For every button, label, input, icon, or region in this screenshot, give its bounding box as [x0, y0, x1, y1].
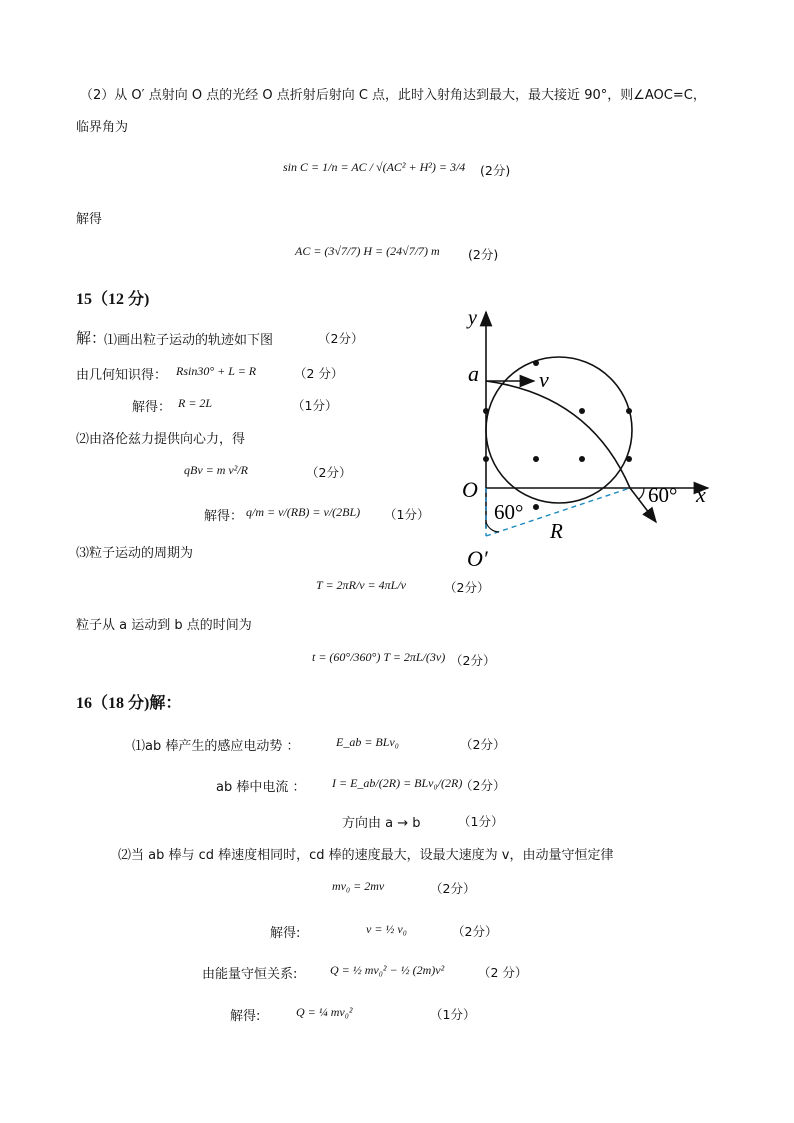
- q16-momentum-score: （2分）: [430, 881, 476, 896]
- q15-solveqm-label: 解得：: [204, 509, 244, 524]
- part2-intro-line2: 临界角为: [76, 120, 129, 135]
- q16-current-eq: I = E_ab/(2R) = BLv₀/(2R): [332, 776, 463, 790]
- q15-answer-label: 解：: [76, 329, 107, 347]
- q16-current-label: ab 棒中电流 ：: [216, 780, 306, 795]
- q15-geometry-label: 由几何知识得：: [76, 368, 168, 383]
- q15-step3: ⑶粒子运动的周期为: [76, 546, 194, 561]
- trajectory-arc: [486, 381, 630, 488]
- q16-solve-v-score: （2分）: [452, 924, 498, 939]
- q15-solveR-score: （1分）: [292, 398, 338, 413]
- q15-step1: ⑴画出粒子运动的轨迹如下图: [104, 333, 274, 348]
- q15-solveR-label: 解得：: [132, 400, 172, 415]
- q16-direction-score: （1分）: [458, 814, 504, 829]
- solve-label: 解得: [76, 212, 103, 227]
- label-O: O: [462, 477, 478, 502]
- q16-solve-Q-eq: Q = ¼ mv₀²: [296, 1005, 353, 1019]
- label-a: a: [468, 361, 479, 386]
- eq-AC-score: (2分): [468, 247, 499, 262]
- q16-energy-score: （2 分）: [478, 965, 528, 980]
- q15-time-intro: 粒子从 a 运动到 b 点的时间为: [76, 618, 252, 633]
- q16-part2: ⑵当 ab 棒与 cd 棒速度相同时，cd 棒的速度最大，设最大速度为 v，由动量守恒定律: [118, 848, 614, 863]
- q16-solve-Q-score: （1分）: [430, 1007, 476, 1022]
- angle-arc-exit: [639, 488, 644, 499]
- eq-sinC-score: (2分): [480, 163, 511, 178]
- q16-emf-eq: E_ab = BLv₀: [336, 735, 399, 749]
- q15-solveR-eq: R = 2L: [178, 396, 213, 410]
- label-Oprime: O′: [467, 546, 488, 571]
- q15-step1-score: （2分）: [318, 331, 364, 346]
- q16-emf-label: ⑴ab 棒产生的感应电动势 ：: [132, 739, 300, 754]
- eq-AC: AC = (3√7/7) H = (24√7/7) m: [295, 244, 440, 258]
- q15-eq-t-score: （2分）: [450, 653, 496, 668]
- q15-heading: 15（12 分): [76, 291, 150, 308]
- label-x: x: [696, 482, 706, 507]
- q16-heading: 16（18 分)解：: [76, 695, 182, 712]
- trajectory-diagram: [450, 300, 720, 575]
- q16-solve-v-eq: v = ½ v₀: [366, 922, 407, 936]
- q15-eq-T-score: （2分）: [444, 580, 490, 595]
- q16-direction: 方向由 a → b: [342, 816, 421, 831]
- q16-energy-eq: Q = ½ mv₀² − ½ (2m)v²: [330, 963, 445, 977]
- q16-solve-Q-label: 解得:: [230, 1009, 261, 1024]
- label-angle-60a: 60°: [494, 500, 524, 524]
- label-angle-60b: 60°: [648, 483, 678, 507]
- q15-geometry-eq: Rsin30° + L = R: [176, 364, 257, 378]
- q15-eq-t: t = (60°/360°) T = 2πL/(3v): [312, 650, 446, 664]
- q16-solve-v-label: 解得:: [270, 926, 301, 941]
- q15-geometry-score: （2 分）: [294, 366, 344, 381]
- q15-step2: ⑵由洛伦兹力提供向心力，得: [76, 432, 246, 447]
- eq-sinC: sin C = 1/n = AC / √(AC² + H²) = 3/4: [283, 160, 466, 174]
- q15-solveqm-score: （1分）: [384, 507, 430, 522]
- q15-eq-T: T = 2πR/v = 4πL/v: [316, 578, 406, 592]
- q16-energy-label: 由能量守恒关系:: [202, 967, 298, 982]
- q16-emf-score: （2分）: [460, 737, 506, 752]
- q16-momentum-eq: mv₀ = 2mv: [332, 879, 385, 893]
- part2-intro-line1: （2）从 O′ 点射向 O 点的光经 O 点折射后射向 C 点，此时入射角达到最大，最大接近 90°，则∠AOC=C，: [80, 88, 706, 103]
- field-circle: [486, 357, 632, 503]
- q15-solveqm-eq: q/m = v/(RB) = v/(2BL): [246, 505, 361, 519]
- label-v: v: [539, 367, 549, 392]
- label-R: R: [550, 519, 563, 543]
- q15-eq-force-score: （2分）: [306, 465, 352, 480]
- label-y: y: [468, 307, 477, 329]
- q15-eq-force: qBv = m v²/R: [184, 463, 249, 477]
- q16-current-score: （2分）: [460, 778, 506, 793]
